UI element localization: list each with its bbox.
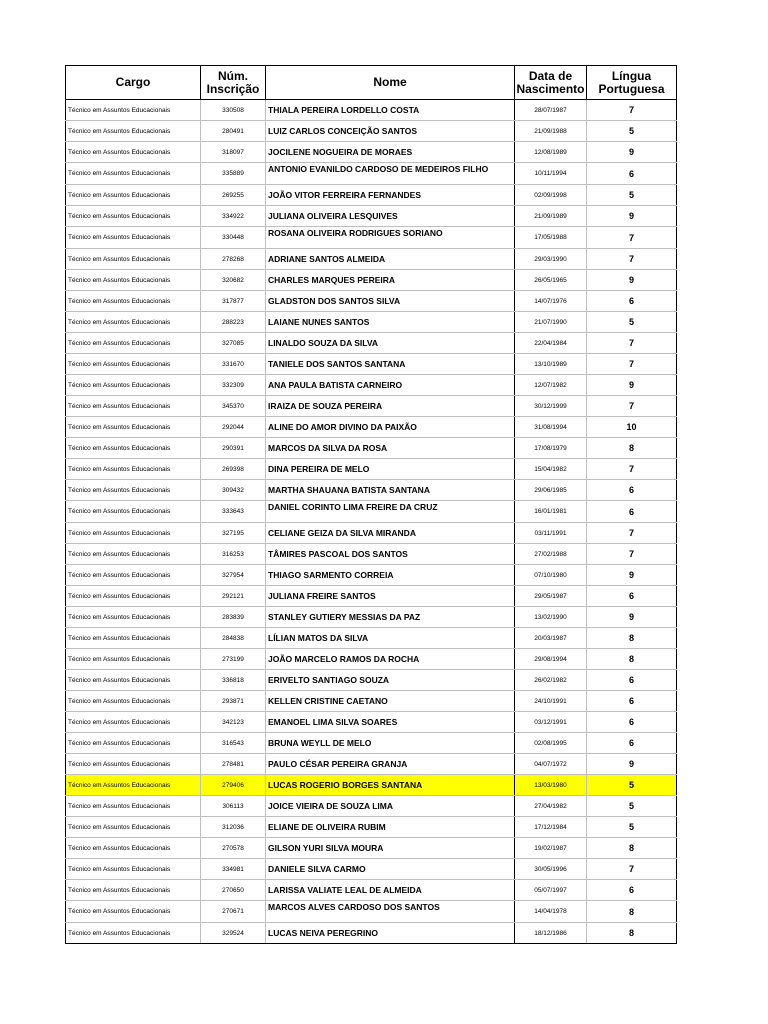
cell-lingua-portuguesa: 6 [587,670,677,691]
cell-inscricao: 333643 [201,501,266,523]
cell-nascimento: 16/01/1981 [515,501,587,523]
cell-nascimento: 26/05/1965 [515,270,587,291]
cell-nome: ADRIANE SANTOS ALMEIDA [266,249,515,270]
cell-nome: MARCOS ALVES CARDOSO DOS SANTOS [266,901,515,923]
table-row [66,838,677,859]
table-row [66,691,677,712]
table-row [66,354,677,375]
cell-inscricao: 327195 [201,523,266,544]
cell-cargo: Técnico em Assuntos Educacionais [66,417,201,438]
cell-lingua-portuguesa: 9 [587,206,677,227]
cell-nome: ROSANA OLIVEIRA RODRIGUES SORIANO [266,227,515,249]
cell-nome: THIALA PEREIRA LORDELLO COSTA [266,100,515,121]
cell-cargo: Técnico em Assuntos Educacionais [66,163,201,185]
header-nome-label: Nome [373,75,407,89]
cell-nome: LINALDO SOUZA DA SILVA [266,333,515,354]
cell-cargo: Técnico em Assuntos Educacionais [66,628,201,649]
cell-inscricao: 273199 [201,649,266,670]
cell-inscricao: 327085 [201,333,266,354]
cell-nome: TÂMIRES PASCOAL DOS SANTOS [266,544,515,565]
table-row [66,333,677,354]
cell-lingua-portuguesa: 7 [587,544,677,565]
cell-nome: MARTHA SHAUANA BATISTA SANTANA [266,480,515,501]
table-row [66,586,677,607]
cell-nome: LUIZ CARLOS CONCEIÇÃO SANTOS [266,121,515,142]
table-body [66,100,677,944]
table-row [66,291,677,312]
cell-cargo: Técnico em Assuntos Educacionais [66,459,201,480]
cell-nascimento: 21/09/1988 [515,121,587,142]
cell-nascimento: 29/05/1987 [515,586,587,607]
table-row [66,523,677,544]
cell-nascimento: 05/07/1997 [515,880,587,901]
cell-nascimento: 27/02/1988 [515,544,587,565]
cell-nascimento: 03/12/1991 [515,712,587,733]
cell-nascimento: 29/03/1990 [515,249,587,270]
cell-cargo: Técnico em Assuntos Educacionais [66,712,201,733]
cell-nascimento: 17/05/1988 [515,227,587,249]
cell-nascimento: 30/12/1999 [515,396,587,417]
cell-lingua-portuguesa: 7 [587,859,677,880]
cell-cargo: Técnico em Assuntos Educacionais [66,586,201,607]
cell-lingua-portuguesa: 5 [587,185,677,206]
cell-lingua-portuguesa: 5 [587,775,677,796]
cell-nome: MARCOS DA SILVA DA ROSA [266,438,515,459]
table-row [66,607,677,628]
cell-lingua-portuguesa: 9 [587,142,677,163]
header-nascimento-line2: Nascimento [516,81,585,96]
cell-inscricao: 306113 [201,796,266,817]
cell-inscricao: 329524 [201,923,266,944]
cell-nascimento: 13/10/1989 [515,354,587,375]
cell-inscricao: 332309 [201,375,266,396]
cell-nascimento: 20/03/1987 [515,628,587,649]
cell-inscricao: 327954 [201,565,266,586]
cell-lingua-portuguesa: 7 [587,354,677,375]
cell-cargo: Técnico em Assuntos Educacionais [66,206,201,227]
cell-cargo: Técnico em Assuntos Educacionais [66,291,201,312]
cell-nascimento: 07/10/1980 [515,565,587,586]
cell-lingua-portuguesa: 6 [587,480,677,501]
table-row [66,312,677,333]
cell-cargo: Técnico em Assuntos Educacionais [66,227,201,249]
cell-lingua-portuguesa: 9 [587,565,677,586]
cell-inscricao: 309432 [201,480,266,501]
cell-lingua-portuguesa: 7 [587,333,677,354]
cell-cargo: Técnico em Assuntos Educacionais [66,838,201,859]
cell-lingua-portuguesa: 9 [587,754,677,775]
table-row [66,649,677,670]
cell-cargo: Técnico em Assuntos Educacionais [66,565,201,586]
cell-cargo: Técnico em Assuntos Educacionais [66,142,201,163]
cell-inscricao: 334922 [201,206,266,227]
header-cargo [66,66,201,100]
cell-nascimento: 13/03/1980 [515,775,587,796]
table-row [66,417,677,438]
table-row [66,121,677,142]
table-row [66,249,677,270]
header-lingua-line2: Portuguesa [598,81,665,96]
cell-cargo: Técnico em Assuntos Educacionais [66,817,201,838]
table-row [66,142,677,163]
cell-lingua-portuguesa: 6 [587,733,677,754]
cell-nome: JOÃO MARCELO RAMOS DA ROCHA [266,649,515,670]
cell-lingua-portuguesa: 5 [587,796,677,817]
cell-cargo: Técnico em Assuntos Educacionais [66,121,201,142]
cell-lingua-portuguesa: 6 [587,291,677,312]
cell-nome: THIAGO SARMENTO CORREIA [266,565,515,586]
cell-nome: JOCILENE NOGUEIRA DE MORAES [266,142,515,163]
table-row [66,396,677,417]
cell-cargo: Técnico em Assuntos Educacionais [66,185,201,206]
cell-cargo: Técnico em Assuntos Educacionais [66,100,201,121]
header-cargo-label: Cargo [115,75,151,89]
header-lingua-line1: Língua [611,68,652,83]
table-row [66,480,677,501]
cell-inscricao: 335889 [201,163,266,185]
cell-nome: EMANOEL LIMA SILVA SOARES [266,712,515,733]
cell-nome: BRUNA WEYLL DE MELO [266,733,515,754]
cell-nome: LÍLIAN MATOS DA SILVA [266,628,515,649]
header-nascimento-line1: Data de [528,68,573,83]
cell-nascimento: 31/08/1994 [515,417,587,438]
header-row [66,66,677,100]
cell-inscricao: 316543 [201,733,266,754]
cell-lingua-portuguesa: 6 [587,586,677,607]
cell-inscricao: 278268 [201,249,266,270]
table-row [66,628,677,649]
cell-nascimento: 12/07/1982 [515,375,587,396]
cell-nascimento: 03/11/1991 [515,523,587,544]
cell-lingua-portuguesa: 8 [587,901,677,923]
table-row [66,100,677,121]
cell-lingua-portuguesa: 9 [587,270,677,291]
cell-nome: JOÃO VITOR FERREIRA FERNANDES [266,185,515,206]
cell-inscricao: 288223 [201,312,266,333]
cell-nascimento: 24/10/1991 [515,691,587,712]
cell-cargo: Técnico em Assuntos Educacionais [66,333,201,354]
cell-cargo: Técnico em Assuntos Educacionais [66,733,201,754]
cell-cargo: Técnico em Assuntos Educacionais [66,270,201,291]
cell-nome: IRAIZA DE SOUZA PEREIRA [266,396,515,417]
cell-nome: ANA PAULA BATISTA CARNEIRO [266,375,515,396]
cell-inscricao: 320682 [201,270,266,291]
cell-lingua-portuguesa: 8 [587,438,677,459]
cell-inscricao: 279406 [201,775,266,796]
header-nascimento [515,66,587,100]
cell-inscricao: 292121 [201,586,266,607]
cell-cargo: Técnico em Assuntos Educacionais [66,480,201,501]
cell-inscricao: 330508 [201,100,266,121]
cell-inscricao: 331670 [201,354,266,375]
cell-inscricao: 342123 [201,712,266,733]
cell-lingua-portuguesa: 8 [587,649,677,670]
cell-lingua-portuguesa: 10 [587,417,677,438]
cell-cargo: Técnico em Assuntos Educacionais [66,396,201,417]
cell-lingua-portuguesa: 9 [587,607,677,628]
cell-nome: ERIVELTO SANTIAGO SOUZA [266,670,515,691]
cell-cargo: Técnico em Assuntos Educacionais [66,312,201,333]
cell-nascimento: 17/12/1984 [515,817,587,838]
table-row [66,270,677,291]
cell-nome: KELLEN CRISTINE CAETANO [266,691,515,712]
cell-inscricao: 318097 [201,142,266,163]
cell-nome: LARISSA VALIATE LEAL DE ALMEIDA [266,880,515,901]
cell-nascimento: 14/04/1978 [515,901,587,923]
cell-nascimento: 12/08/1989 [515,142,587,163]
cell-cargo: Técnico em Assuntos Educacionais [66,775,201,796]
cell-cargo: Técnico em Assuntos Educacionais [66,754,201,775]
table-row [66,817,677,838]
cell-inscricao: 312036 [201,817,266,838]
header-inscricao-line2: Inscrição [206,81,260,96]
cell-nascimento: 21/07/1990 [515,312,587,333]
cell-inscricao: 316253 [201,544,266,565]
cell-lingua-portuguesa: 6 [587,712,677,733]
cell-lingua-portuguesa: 6 [587,501,677,523]
cell-nascimento: 13/02/1990 [515,607,587,628]
cell-lingua-portuguesa: 7 [587,249,677,270]
table-row [66,670,677,691]
table-row [66,796,677,817]
cell-lingua-portuguesa: 6 [587,691,677,712]
cell-nome: CELIANE GEIZA DA SILVA MIRANDA [266,523,515,544]
cell-cargo: Técnico em Assuntos Educacionais [66,796,201,817]
table-header [66,66,677,100]
table-row [66,375,677,396]
cell-nome: LUCAS NEIVA PEREGRINO [266,923,515,944]
cell-cargo: Técnico em Assuntos Educacionais [66,859,201,880]
cell-cargo: Técnico em Assuntos Educacionais [66,375,201,396]
cell-nome: ANTONIO EVANILDO CARDOSO DE MEDEIROS FILHO [266,163,515,185]
cell-inscricao: 345370 [201,396,266,417]
header-inscricao [201,66,266,100]
table-row [66,775,677,796]
cell-nascimento: 22/04/1984 [515,333,587,354]
cell-cargo: Técnico em Assuntos Educacionais [66,501,201,523]
cell-inscricao: 292044 [201,417,266,438]
cell-inscricao: 269398 [201,459,266,480]
cell-inscricao: 283839 [201,607,266,628]
cell-nome: JULIANA OLIVEIRA LESQUIVES [266,206,515,227]
cell-cargo: Técnico em Assuntos Educacionais [66,670,201,691]
cell-cargo: Técnico em Assuntos Educacionais [66,691,201,712]
cell-nascimento: 21/09/1989 [515,206,587,227]
cell-nascimento: 30/05/1996 [515,859,587,880]
cell-inscricao: 270578 [201,838,266,859]
cell-nome: DANIELE SILVA CARMO [266,859,515,880]
cell-lingua-portuguesa: 8 [587,923,677,944]
cell-nome: CHARLES MARQUES PEREIRA [266,270,515,291]
cell-inscricao: 269255 [201,185,266,206]
cell-cargo: Técnico em Assuntos Educacionais [66,880,201,901]
cell-inscricao: 293871 [201,691,266,712]
cell-cargo: Técnico em Assuntos Educacionais [66,923,201,944]
cell-lingua-portuguesa: 9 [587,375,677,396]
cell-nome: JOICE VIEIRA DE SOUZA LIMA [266,796,515,817]
cell-nome: TANIELE DOS SANTOS SANTANA [266,354,515,375]
cell-nome: GLADSTON DOS SANTOS SILVA [266,291,515,312]
results-table [65,65,677,944]
table-row [66,227,677,249]
cell-nome: DINA PEREIRA DE MELO [266,459,515,480]
cell-nascimento: 10/11/1994 [515,163,587,185]
cell-nascimento: 17/08/1979 [515,438,587,459]
cell-nome: LUCAS ROGERIO BORGES SANTANA [266,775,515,796]
cell-cargo: Técnico em Assuntos Educacionais [66,249,201,270]
cell-nome: DANIEL CORINTO LIMA FREIRE DA CRUZ [266,501,515,523]
cell-inscricao: 336818 [201,670,266,691]
cell-cargo: Técnico em Assuntos Educacionais [66,438,201,459]
cell-nome: ELIANE DE OLIVEIRA RUBIM [266,817,515,838]
header-nome [266,66,515,100]
cell-lingua-portuguesa: 7 [587,523,677,544]
cell-nascimento: 15/04/1982 [515,459,587,480]
table-row [66,544,677,565]
table-row [66,923,677,944]
cell-cargo: Técnico em Assuntos Educacionais [66,649,201,670]
table-row [66,754,677,775]
table-row [66,185,677,206]
table-row [66,859,677,880]
cell-cargo: Técnico em Assuntos Educacionais [66,523,201,544]
cell-lingua-portuguesa: 7 [587,227,677,249]
cell-lingua-portuguesa: 8 [587,628,677,649]
cell-lingua-portuguesa: 6 [587,163,677,185]
cell-inscricao: 280491 [201,121,266,142]
header-inscricao-line1: Núm. [218,68,248,83]
header-lingua-portuguesa [587,66,677,100]
table-row [66,206,677,227]
cell-nome: JULIANA FREIRE SANTOS [266,586,515,607]
cell-cargo: Técnico em Assuntos Educacionais [66,354,201,375]
table-row [66,712,677,733]
cell-nascimento: 29/06/1985 [515,480,587,501]
cell-lingua-portuguesa: 8 [587,838,677,859]
table-row [66,501,677,523]
cell-nome: STANLEY GUTIERY MESSIAS DA PAZ [266,607,515,628]
cell-nome: PAULO CÉSAR PEREIRA GRANJA [266,754,515,775]
cell-nascimento: 26/02/1982 [515,670,587,691]
cell-nascimento: 04/07/1972 [515,754,587,775]
cell-lingua-portuguesa: 7 [587,396,677,417]
cell-inscricao: 270650 [201,880,266,901]
table-row [66,565,677,586]
cell-nascimento: 02/09/1998 [515,185,587,206]
cell-cargo: Técnico em Assuntos Educacionais [66,544,201,565]
cell-nascimento: 19/02/1987 [515,838,587,859]
cell-nascimento: 14/07/1976 [515,291,587,312]
cell-nome: GILSON YURI SILVA MOURA [266,838,515,859]
cell-nome: LAIANE NUNES SANTOS [266,312,515,333]
cell-inscricao: 334981 [201,859,266,880]
table-row [66,163,677,185]
cell-nascimento: 28/07/1987 [515,100,587,121]
cell-inscricao: 278481 [201,754,266,775]
cell-inscricao: 330448 [201,227,266,249]
cell-inscricao: 317877 [201,291,266,312]
cell-nascimento: 27/04/1982 [515,796,587,817]
cell-lingua-portuguesa: 7 [587,100,677,121]
cell-inscricao: 290391 [201,438,266,459]
cell-lingua-portuguesa: 6 [587,880,677,901]
table-row [66,459,677,480]
cell-nascimento: 02/08/1995 [515,733,587,754]
cell-lingua-portuguesa: 7 [587,459,677,480]
cell-cargo: Técnico em Assuntos Educacionais [66,607,201,628]
table-row [66,880,677,901]
cell-nome: ALINE DO AMOR DIVINO DA PAIXÃO [266,417,515,438]
cell-inscricao: 284838 [201,628,266,649]
cell-nascimento: 29/08/1994 [515,649,587,670]
cell-inscricao: 270671 [201,901,266,923]
table-row [66,733,677,754]
table-row [66,901,677,923]
cell-cargo: Técnico em Assuntos Educacionais [66,901,201,923]
cell-nascimento: 18/12/1986 [515,923,587,944]
cell-lingua-portuguesa: 5 [587,312,677,333]
cell-lingua-portuguesa: 5 [587,817,677,838]
cell-lingua-portuguesa: 5 [587,121,677,142]
table-row [66,438,677,459]
